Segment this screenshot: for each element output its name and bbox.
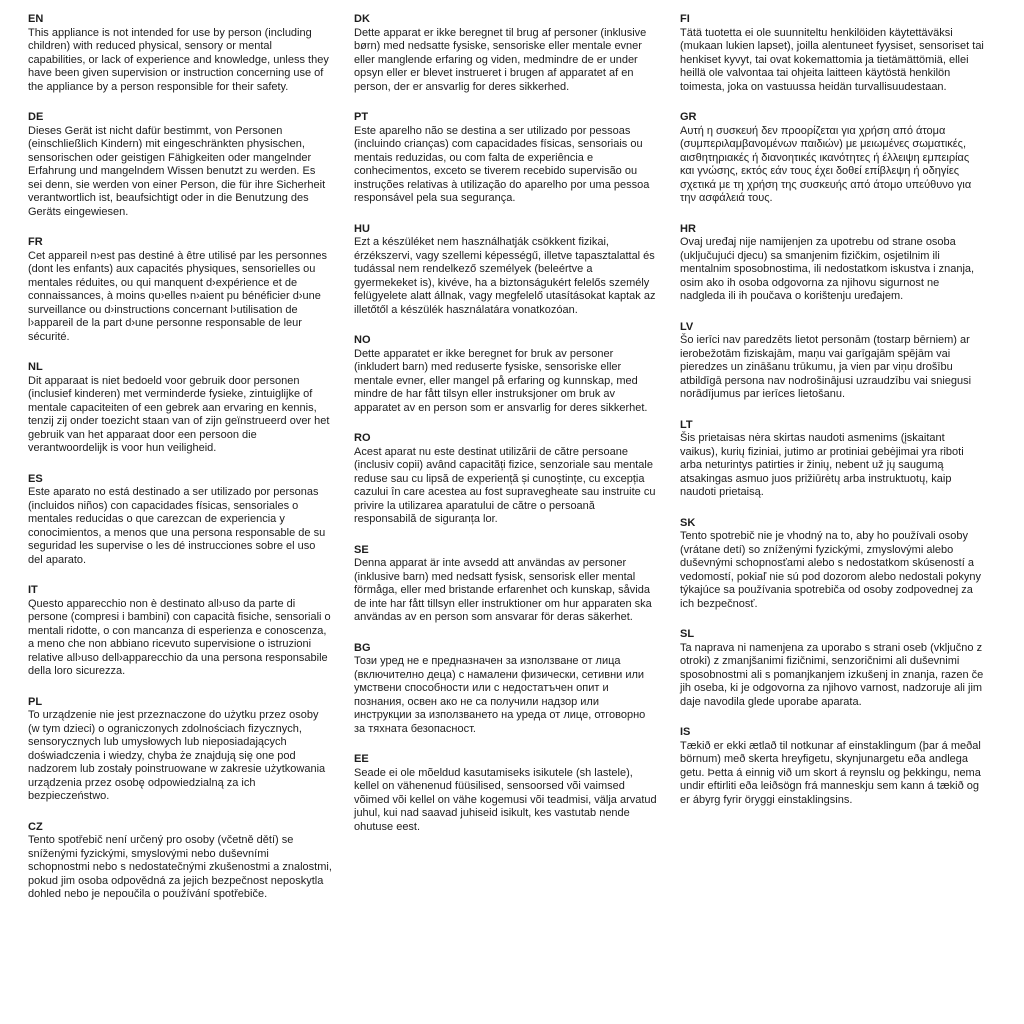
language-section-lt [680,419,984,500]
language-section-sl [680,628,984,709]
language-section-sk [680,517,984,612]
safety-text-no: Dette apparatet er ikke beregnet for bruk av personer (inkludert barn) med reduserte fysiske, sensoriske eller mentale evner, eller mangel på erfaring og kunnskap, med mindre de har fått tilsyn eller instruksjoner om bruk av apparatet av en person som er ansvarlig for deres sikkerhet. [354,347,648,414]
language-section-es [28,473,332,568]
language-section-nl [28,361,332,456]
column-1 [28,13,332,919]
language-code-sl: SL [680,628,695,640]
safety-text-is: Tækið er ekki ætlað til notkunar af einstaklingum (þar á meðal börnum) með skerta hreyfigetu, skynjunargetu eða andlega getu. Þetta á einnig við um skort á reynslu og þekkingu, nema undir eftirliti eða leiðsögn frá manneskju sem kann á tækið og er ábyrg fyrir öryggi einstaklingsins. [680,739,981,806]
language-code-nl: NL [28,361,43,373]
safety-text-dk: Dette apparat er ikke beregnet til brug af personer (inklusive børn) med nedsatte fysiske, sensoriske eller mentale evner eller manglende erfaring og viden, medmindre de er under opsyn eller er blevet instrueret i brugen af apparatet af en person, der er ansvarlig for deres sikkerhed. [354,26,647,93]
safety-text-fr: Cet appareil n›est pas destiné à être utilisé par les personnes (dont les enfants) aux capacités physiques, sensorielles ou mentales réduites, ou qui manquent d›expérience et de connaissances, à moins qu›elles n›aient pu bénéficier d›une surveillance ou d›instructions concernant l›utilisation de l›appareil de la part d›une personne responsable de leur sécurité. [28,249,328,343]
language-code-pl: PL [28,695,43,708]
language-section-dk [354,13,658,94]
language-section-en [28,13,332,94]
safety-text-lv: Šo ierīci nav paredzēts lietot personām (tostarp bērniem) ar ierobežotām fiziskajām, maņu vai garīgajām spējām vai pieredzes un zināšanu trūkumu, ja vien par viņu drošību atbildīgā persona nav nodrošinājusi uzraudzību vai sniegusi norādījumus par ierīces lietošanu. [680,334,972,400]
language-code-ee: EE [354,753,369,765]
language-code-no: NO [354,334,371,346]
language-code-se: SE [354,543,369,556]
safety-text-fi: Tätä tuotetta ei ole suunniteltu henkilöiden käytettäväksi (mukaan lukien lapset), joilla alentuneet fyysiset, sensoriset tai henkiset kyvyt, tai ovat kokemattomia ja tietämättömiä, ellei heillä ole valvontaa tai ohjeita laitteen käytöstä henkilön toimesta, joka on vastuussa heidän turvallisuudestaan. [680,26,984,93]
language-code-lt: LT [680,418,693,431]
safety-text-lt: Šis prietaisas nėra skirtas naudoti asmenims (įskaitant vaikus), kurių fiziniai, jutimo ar protiniai gebėjimai yra riboti arba neturintys patirties ir žinių, nebent už jų saugumą atsakingas asmuo juos prižiūrėtų arba instruktuotų, kaip naudoti prietaisą. [680,432,964,498]
language-code-lv: LV [680,320,694,333]
language-section-no [354,334,658,415]
language-code-hr: HR [680,222,696,235]
language-code-hu: HU [354,222,370,235]
language-code-it: IT [28,584,38,596]
language-section-it [28,584,332,679]
language-section-ro [354,432,658,527]
column-3 [680,13,984,919]
safety-text-en: This appliance is not intended for use by person (including children) with reduced physical, sensory or mental capabilities, or lack of experience and knowledge, unless they have been given supervision or instruction concerning use of the appliance by a person responsible for their safety. [28,26,329,93]
safety-text-ee: Seade ei ole mõeldud kasutamiseks isikutele (sh lastele), kellel on vähenenud füüsilised, sensoorsed või vaimsed võimed või kellel on vähe kogemusi või teadmisi, välja arvatud juhul, kui nad saavad juhiseid isikult, kes vastutab nende ohutuse eest. [354,766,657,833]
safety-text-de: Dieses Gerät ist nicht dafür bestimmt, von Personen (einschließlich Kindern) mit eingeschränkten physischen, sensorischen oder geistigen Fähigkeiten oder mangelnder Erfahrung und mangelndem Wissen benutzt zu werden. Es sei denn, sie werden von einer Person, die für ihre Sicherheit verantwortlich ist, beaufsichtigt oder in die Benutzung des Geräts eingewiesen. [28,124,326,218]
language-code-is: IS [680,726,691,738]
language-code-cz: CZ [28,820,43,833]
language-section-cz [28,821,332,902]
safety-text-cz: Tento spotřebič není určený pro osoby (včetně dětí) se sníženými fyzickými, smyslovými nebo duševními schopnostmi nebo s nedostatečnými zkušenostmi a znalostmi, pokud jim osoba odpovědná za jejich bezpečnost neposkytla dohled nebo je nepoučila o používání spotřebiče. [28,834,332,900]
language-section-pt [354,111,658,206]
safety-text-hr: Ovaj uređaj nije namijenjen za upotrebu od strane osoba (uključujući djecu) sa smanjenim fizičkim, osjetilnim ili mentalnim sposobnostima, ili nedostatkom iskustva i znanja, osim ako ih osoba odgovorna za njihovu sigurnost ne nadgleda ili ih poučava o korištenju uređajem. [680,236,975,302]
safety-text-sk: Tento spotrebič nie je vhodný na to, aby ho používali osoby (vrátane detí) so zníženými fyzickými, zmyslovými alebo duševnými schopnosťami alebo s nedostatkom skúseností a vedomostí, pokiaľ nie sú pod dozorom alebo nedostali pokyny týkajúce sa používania spotrebiča od osoby zodpovednej za ich bezpečnosť. [680,530,982,610]
safety-text-sl: Ta naprava ni namenjena za uporabo s strani oseb (vključno z otroki) z zmanjšanimi fizičnimi, senzoričnimi ali duševnimi sposobnostmi ali s pomanjkanjem izkušenj in znanja, razen če jih oseba, ki je odgovorna za njihovo varnost, nadzoruje ali jim daje navodila glede uporabe aparata. [680,641,984,708]
language-code-fr: FR [28,236,43,248]
language-code-en: EN [28,13,44,25]
language-section-pl [28,696,332,804]
language-code-es: ES [28,472,43,485]
column-2 [354,13,658,919]
language-code-gr: GR [680,111,697,123]
safety-text-hu: Ezt a készüléket nem használhatják csökkent fizikai, érzékszervi, vagy szellemi képességű, illetve tapasztalattal és tudással nem rendelkező személyek (beleértve a gyermekeket is), kivéve, ha a biztonságukért felelős személy felügyelete alatt állnak, vagy megfelelő utasításokat kaptak az illetőtől a készülék használatára vonatkozóan. [354,236,656,316]
safety-text-gr: Αυτή η συσκευή δεν προορίζεται για χρήση από άτομα (συμπεριλαμβανομένων παιδιών) με μειωμένες σωματικές, αισθητηριακές ή διανοητικές ικανότητες ή έλλειψη εμπειρίας και γνώσης, εκτός εάν τους έχει δοθεί επίβλεψη ή οδηγίες σχετικά με τη χρήση της συσκευής από άτομο υπεύθυνο για την ασφάλειά τους. [680,124,972,204]
language-code-ro: RO [354,432,371,444]
safety-text-pt: Este aparelho não se destina a ser utilizado por pessoas (incluindo crianças) com capacidades físicas, sensoriais ou mentais reduzidas, ou com falta de experiência e conhecimentos, exceto se tiverem recebido supervisão ou instruções relativas à utilização do aparelho por uma pessoa responsável pela sua segurança. [354,124,650,204]
safety-text-nl: Dit apparaat is niet bedoeld voor gebruik door personen (inclusief kinderen) met verminderde fysieke, zintuiglijke of mentale capaciteiten of een gebrek aan ervaring en kennis, tenzij zij onder toezicht staan van of zijn geïnstrueerd over het gebruik van het apparaat door een persoon die verantwoordelijk is voor hun veiligheid. [28,374,330,454]
language-section-lv [680,321,984,402]
safety-text-es: Este aparato no está destinado a ser utilizado por personas (incluidos niños) con capacidades físicas, sensoriales o mentales reducidas o que carezcan de experiencia y conocimientos, a menos que una persona responsable de su seguridad les supervise o les dé instrucciones sobre el uso del aparato. [28,486,326,566]
language-code-sk: SK [680,516,696,529]
language-section-de [28,111,332,219]
language-code-pt: PT [354,111,369,123]
safety-text-se: Denna apparat är inte avsedd att användas av personer (inklusive barn) med nedsatt fysisk, sensorisk eller mental förmåga, eller med bristande erfarenhet och kunskap, såvida de inte har fått tillsyn eller instruktioner om hur apparaten ska användas av en person som ansvarar för deras säkerhet. [354,557,652,623]
language-code-de: DE [28,111,44,123]
language-section-fi [680,13,984,94]
safety-text-it: Questo apparecchio non è destinato all›uso da parte di persone (compresi i bambini) con capacità fisiche, sensoriali o mentali ridotte, o con mancanza di esperienza e conoscenza, a meno che non abbiano ricevuto supervisione o istruzioni relative all›uso dell›apparecchio da una persona responsabile della loro sicurezza. [28,597,331,677]
language-section-is [680,726,984,807]
language-section-fr [28,236,332,344]
language-code-dk: DK [354,13,370,25]
language-section-se [354,544,658,625]
safety-text-bg: Този уред не е предназначен за използване от лица (включително деца) с намалени физически, сетивни или умствени способности или с недостатъчен опит и познания, освен ако не са получили надзор или инструкции за използването на уреда от лице, отговорно за тяхната безопасност. [354,655,646,735]
language-section-ee [354,753,658,834]
language-section-gr [680,111,984,206]
language-section-hu [354,223,658,318]
safety-text-pl: To urządzenie nie jest przeznaczone do użytku przez osoby (w tym dzieci) o ograniczonych zdolnościach fizycznych, sensorycznych lub umysłowych lub nieposiadających doświadczenia i wiedzy, chyba że znajdują się one pod nadzorem lub zostały poinstruowane w zakresie użytkowania urządzenia przez osobę odpowiedzialną za ich bezpieczeństwo. [28,709,326,802]
language-section-bg [354,642,658,737]
language-code-fi: FI [680,13,690,25]
safety-text-ro: Acest aparat nu este destinat utilizării de către persoane (inclusiv copii) având capacități fizice, senzoriale sau mentale reduse sau cu lipsă de experiență și cunoștințe, cu excepția cazului în care acestea au fost supravegheate sau instruite cu privire la utilizarea aparatului de către o persoană responsabilă de siguranța lor. [354,445,656,525]
language-code-bg: BG [354,641,371,654]
language-section-hr [680,223,984,304]
